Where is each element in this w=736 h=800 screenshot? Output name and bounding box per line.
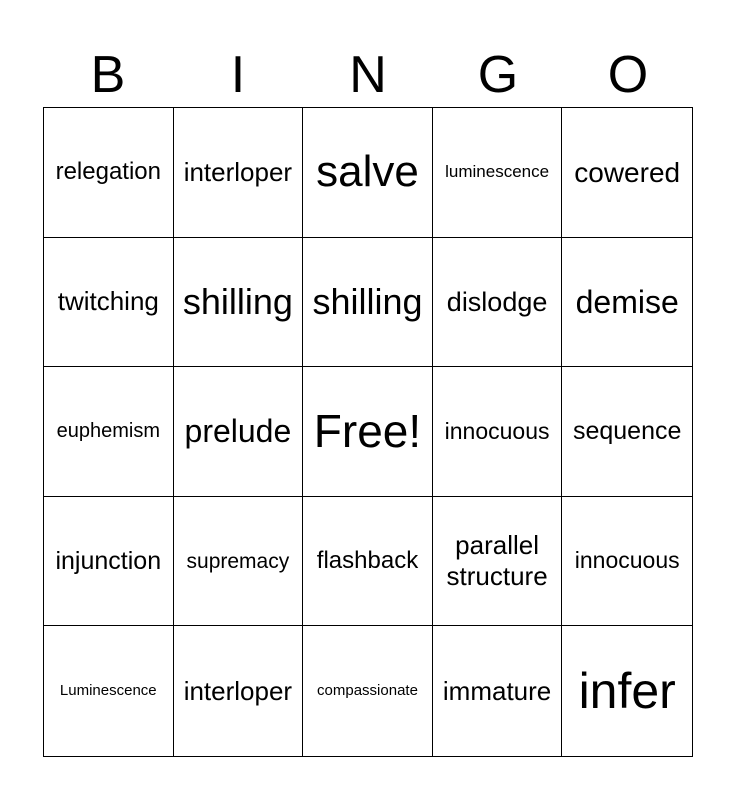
bingo-cell[interactable] [562,626,692,756]
bingo-cell[interactable] [303,238,433,368]
header-letter-2: N [349,46,387,104]
bingo-cell[interactable] [44,108,174,238]
cell-word: salve [316,146,419,196]
bingo-cell[interactable] [44,367,174,497]
bingo-cell[interactable] [562,367,692,497]
cell-word: Free! [313,404,422,457]
bingo-cell[interactable] [303,626,433,756]
header-letter-0: B [90,46,126,104]
cell-word: innocuous [574,547,680,574]
bingo-cell[interactable] [174,238,304,368]
bingo-cell[interactable] [433,497,563,627]
cell-word: sequence [572,417,682,446]
cell-word: shilling [312,281,423,323]
header-letter-3: G [477,46,519,104]
cell-word: immature [442,675,552,706]
bingo-cell[interactable] [562,108,692,238]
bingo-cell[interactable] [562,238,692,368]
cell-word: supremacy [186,549,290,573]
bingo-cell[interactable] [433,108,563,238]
cell-word: dislodge [446,286,548,317]
cell-word: parallel structure [446,529,548,592]
cell-word: cowered [574,156,681,188]
cell-word: infer [578,663,676,720]
bingo-cell[interactable] [174,367,304,497]
free-space-cell[interactable] [303,367,433,497]
bingo-header [43,44,693,106]
bingo-cell[interactable] [174,108,304,238]
cell-word: flashback [316,546,419,574]
bingo-cell[interactable] [44,238,174,368]
bingo-cell[interactable] [303,497,433,627]
cell-word: relegation [55,157,161,185]
cell-word: twitching [57,286,159,317]
bingo-cell[interactable] [303,108,433,238]
bingo-cell[interactable] [44,497,174,627]
bingo-cell[interactable] [433,238,563,368]
bingo-cell[interactable] [433,367,563,497]
cell-word: luminescence [445,162,550,182]
header-letter-4: O [607,46,649,104]
bingo-cell[interactable] [44,626,174,756]
cell-word: injunction [55,547,162,576]
bingo-cell[interactable] [174,497,304,627]
cell-word: demise [575,283,679,320]
cell-word: interloper [183,156,293,187]
cell-word: Luminescence [59,682,157,700]
cell-word: innocuous [444,417,550,444]
header-letter-1: I [230,46,246,104]
cell-word: euphemism [56,420,160,443]
cell-word: interloper [183,675,293,706]
bingo-cell[interactable] [562,497,692,627]
bingo-cell[interactable] [433,626,563,756]
bingo-board [43,107,693,757]
bingo-cell[interactable] [174,626,304,756]
cell-word: prelude [184,413,292,450]
cell-word: compassionate [317,682,418,700]
cell-word: shilling [182,281,293,323]
